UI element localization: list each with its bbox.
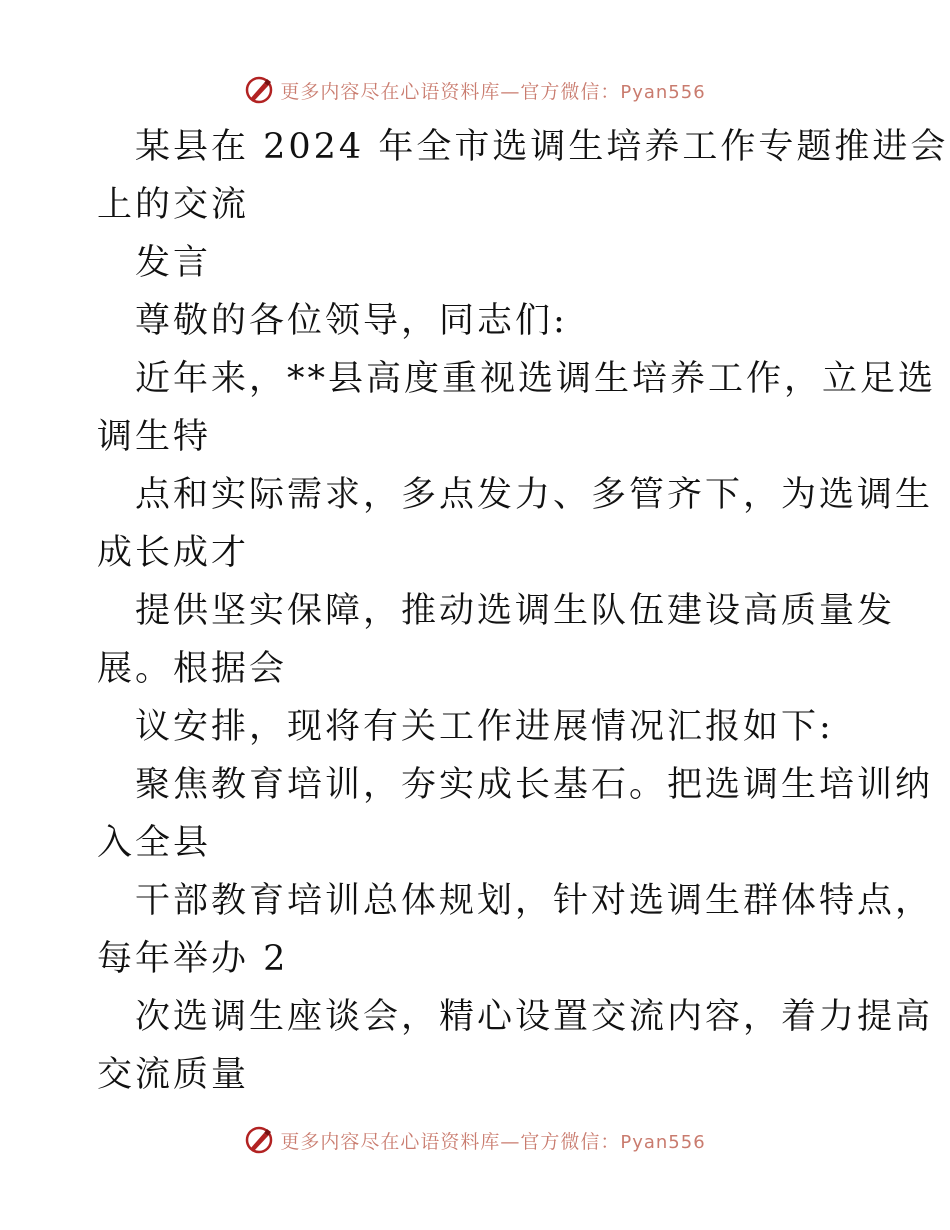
footer-banner [0,1120,950,1160]
doc-line: 上的交流 [97,185,250,225]
header-banner-text: 更多内容尽在心语资料库—官方微信：Pyan556 [280,80,706,103]
doc-line: 某县在 2024 年全市选调生培养工作专题推进会 [135,127,949,167]
doc-line: 每年举办 2 [97,939,289,979]
doc-line: 近年来，**县高度重视选调生培养工作，立足选 [135,359,937,399]
pen-logo-icon [244,75,274,105]
footer-banner-text: 更多内容尽在心语资料库—官方微信：Pyan556 [280,1130,706,1153]
doc-line: 点和实际需求，多点发力、多管齐下，为选调生 [135,475,934,515]
doc-line: 聚焦教育培训，夯实成长基石。把选调生培训纳 [135,765,934,805]
doc-line: 交流质量 [97,1055,250,1095]
doc-line: 次选调生座谈会，精心设置交流内容，着力提高 [135,997,934,1037]
document-body [97,118,949,1104]
doc-line: 发言 [135,243,212,283]
doc-line: 尊敬的各位领导，同志们: [135,301,568,341]
doc-line: 入全县 [97,823,212,863]
doc-line: 调生特 [97,417,212,457]
doc-line: 议安排，现将有关工作进展情况汇报如下: [135,707,834,747]
pen-logo-icon [244,1125,274,1155]
doc-line: 成长成才 [97,533,250,573]
header-wechat-id: Pyan556 [620,81,706,103]
doc-line: 干部教育培训总体规划，针对选调生群体特点， [135,881,934,921]
doc-line: 展。根据会 [97,649,288,689]
header-banner [0,70,950,110]
footer-wechat-id: Pyan556 [620,1131,706,1153]
doc-line: 提供坚实保障，推动选调生队伍建设高质量发 [135,591,896,631]
